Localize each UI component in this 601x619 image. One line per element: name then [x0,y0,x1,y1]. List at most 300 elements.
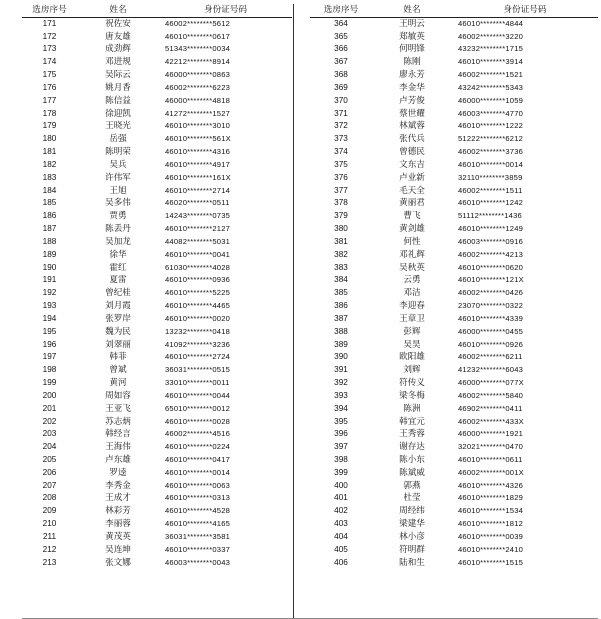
table-row [22,480,292,493]
table-row [22,505,292,518]
table-row [22,339,292,352]
id-cell: 46000********1921 [458,429,524,439]
name-cell: 祝佐安 [105,18,131,29]
name-cell: 吴连坤 [105,544,131,555]
id-cell: 46010********0617 [165,31,231,41]
id-cell: 46002********4213 [458,249,524,259]
id-cell: 46010********0014 [165,467,231,477]
table-row [22,557,292,570]
seq-cell: 211 [42,531,57,541]
allocation-sheet [22,4,598,619]
table-row [310,492,598,505]
table-row [310,505,598,518]
seq-cell: 194 [42,313,57,323]
seq-cell: 386 [334,301,348,311]
table-row [310,480,598,493]
table-row [22,172,292,185]
id-cell: 46002********3220 [458,31,524,41]
seq-cell: 388 [334,326,348,336]
id-cell: 46010********2410 [458,544,524,554]
name-cell: 吴昊 [403,339,421,350]
name-cell: 曾德民 [399,147,425,158]
seq-cell: 180 [42,134,57,144]
table-row [310,133,598,146]
seq-cell: 202 [42,416,57,426]
table-row [22,108,292,121]
seq-cell: 188 [42,236,57,246]
id-cell: 46010********1222 [458,121,524,131]
table-row [22,249,292,262]
right-table-body [310,17,598,569]
name-cell: 徐迎凯 [105,108,131,119]
seq-cell: 364 [334,18,348,28]
header-row [310,4,598,17]
seq-cell: 187 [42,224,57,234]
id-cell: 46010********1534 [458,506,524,516]
id-cell: 43242********5343 [458,82,524,92]
table-row [22,377,292,390]
name-cell: 成劲辉 [105,44,131,55]
table-row [22,326,292,339]
name-cell: 郑敏英 [399,31,425,42]
table-row [310,518,598,531]
seq-cell: 400 [334,480,348,490]
name-cell: 王亚飞 [105,403,131,414]
table-row [310,185,598,198]
id-cell: 46010********0014 [458,159,524,169]
name-cell: 吴多伟 [105,198,131,209]
seq-cell: 381 [334,236,348,246]
table-row [310,197,598,210]
name-cell: 曹飞 [403,211,421,222]
name-cell: 王海伟 [105,442,131,453]
table-row [22,69,292,82]
seq-cell: 204 [42,442,57,452]
seq-cell: 399 [334,467,348,477]
table-row [310,274,598,287]
id-cell: 46010********4917 [165,159,231,169]
seq-cell: 171 [42,18,57,28]
id-cell: 46003********0043 [165,557,231,567]
seq-cell: 185 [42,198,57,208]
seq-cell: 181 [42,147,57,157]
table-row [22,120,292,133]
seq-cell: 196 [42,339,57,349]
name-cell: 王秀蓉 [399,429,425,440]
id-cell: 36031********0515 [165,365,231,375]
id-cell: 46010********1515 [458,557,524,567]
name-cell: 廖永芳 [399,70,425,81]
seq-cell: 207 [42,480,57,490]
name-cell: 周如容 [105,390,131,401]
name-cell: 吴兵 [109,159,127,170]
seq-cell: 173 [42,44,57,54]
id-cell: 46010********4316 [165,147,231,157]
table-row [22,364,292,377]
id-cell: 46002********433X [458,416,524,426]
table-row [22,210,292,223]
table-row [310,339,598,352]
seq-cell: 189 [42,249,57,259]
seq-cell: 213 [42,557,57,567]
id-cell: 46010********0313 [165,493,231,503]
header-row [22,4,292,17]
name-cell: 谢存达 [399,442,425,453]
id-cell: 46010********0936 [165,275,231,285]
name-cell: 苏志炳 [105,416,131,427]
id-cell: 46010********2127 [165,224,231,234]
id-cell: 46010********0611 [458,454,523,464]
seq-cell: 210 [42,519,57,529]
id-cell: 46010********4844 [458,18,524,28]
header-id: 身份证号码 [159,4,292,17]
seq-cell: 377 [334,185,348,195]
name-cell: 徐华 [109,249,127,260]
name-cell: 唐友雄 [105,31,131,42]
seq-cell: 201 [42,403,57,413]
id-cell: 46010********0926 [458,339,524,349]
name-cell: 刘翠丽 [105,339,131,350]
name-cell: 彭辉 [403,326,421,337]
table-row [310,95,598,108]
id-cell: 46002********0426 [458,288,524,298]
seq-cell: 366 [334,44,348,54]
name-cell: 林小彦 [399,531,425,542]
id-cell: 46010********561X [165,134,231,144]
id-cell: 43232********1715 [458,44,524,54]
id-cell: 46002********001X [458,467,524,477]
table-row [310,146,598,159]
table-row [310,262,598,275]
table-row [22,159,292,172]
name-cell: 黄剑雄 [399,224,425,235]
seq-cell: 404 [334,531,348,541]
name-cell: 郭燕 [403,480,421,491]
seq-cell: 368 [334,70,348,80]
name-cell: 岳强 [109,134,127,145]
table-row [22,544,292,557]
seq-cell: 178 [42,108,57,118]
id-cell: 46010********4465 [165,301,231,311]
id-cell: 41092********3236 [165,339,231,349]
id-cell: 46010********0224 [165,442,231,452]
table-row [310,441,598,454]
id-cell: 65010********0012 [165,403,231,413]
table-row [22,492,292,505]
id-cell: 46010********4528 [165,506,231,516]
name-cell: 卢业新 [399,172,425,183]
id-cell: 46002********4516 [165,429,231,439]
seq-cell: 205 [42,454,57,464]
name-cell: 邓礼辉 [399,249,425,260]
table-row [22,403,292,416]
seq-cell: 369 [334,82,348,92]
name-cell: 许伟军 [105,172,131,183]
seq-cell: 177 [42,95,57,105]
name-cell: 陈斌威 [399,467,425,478]
name-cell: 何性 [403,236,421,247]
name-cell: 陈刚 [403,57,421,68]
table-row [22,82,292,95]
table-row [22,313,292,326]
table-row [22,274,292,287]
id-cell: 23070********0322 [458,301,524,311]
seq-cell: 396 [334,429,348,439]
name-cell: 符明群 [399,544,425,555]
name-cell: 张代兵 [399,134,425,145]
header-seq: 选房序号 [22,4,77,17]
name-cell: 吴秋英 [399,262,425,273]
seq-cell: 191 [42,275,57,285]
name-cell: 邓洁 [403,288,421,299]
name-cell: 刘辉 [403,365,421,376]
table-row [310,236,598,249]
name-cell: 夏雷 [109,275,127,286]
id-cell: 46003********0916 [458,236,524,246]
seq-cell: 370 [334,95,348,105]
seq-cell: 384 [334,275,348,285]
id-cell: 46010********5225 [165,288,231,298]
table-row [22,43,292,56]
table-row [22,454,292,467]
name-cell: 陈明荣 [105,147,131,158]
id-cell: 46010********4339 [458,313,524,323]
id-cell: 46003********4770 [458,108,524,118]
name-cell: 陆和生 [399,557,425,568]
id-cell: 46010********0041 [165,249,231,259]
table-row [22,185,292,198]
seq-cell: 182 [42,159,57,169]
name-cell: 陈丢丹 [105,224,131,235]
name-cell: 李丽蓉 [105,519,131,530]
seq-cell: 176 [42,82,57,92]
seq-cell: 199 [42,378,57,388]
name-cell: 卢芳俊 [399,95,425,106]
id-cell: 46010********1829 [458,493,524,503]
table-row [22,17,292,30]
seq-cell: 382 [334,249,348,259]
name-cell: 曾纪桂 [105,288,131,299]
table-row [22,56,292,69]
id-cell: 46002********6211 [458,352,523,362]
seq-cell: 375 [334,159,348,169]
name-cell: 韩宜元 [399,416,425,427]
column-divider [293,4,294,619]
id-cell: 36031********3581 [165,531,231,541]
table-row [22,428,292,441]
id-cell: 46020********0511 [165,198,230,208]
table-row [22,223,292,236]
name-cell: 吴加龙 [105,236,131,247]
id-cell: 44082********5031 [165,236,231,246]
id-cell: 42212********8914 [165,57,231,67]
id-cell: 46010********121X [458,275,524,285]
seq-cell: 395 [334,416,348,426]
id-cell: 33010********0011 [165,378,230,388]
seq-cell: 175 [42,70,57,80]
id-cell: 46010********0337 [165,544,231,554]
seq-cell: 193 [42,301,57,311]
name-cell: 梁建华 [399,519,425,530]
table-row [310,326,598,339]
table-row [310,377,598,390]
seq-cell: 379 [334,211,348,221]
name-cell: 黄河 [109,378,127,389]
seq-cell: 372 [334,121,348,131]
id-cell: 46010********4165 [165,519,231,529]
name-cell: 符传义 [399,378,425,389]
name-cell: 云勇 [403,275,421,286]
table-row [310,43,598,56]
table-row [310,249,598,262]
name-cell: 杜莹 [403,493,421,504]
id-cell: 46010********0028 [165,416,231,426]
seq-cell: 390 [334,352,348,362]
id-cell: 32021********0470 [458,442,524,452]
table-row [310,172,598,185]
id-cell: 32110********3859 [458,172,523,182]
id-cell: 13232********0418 [165,326,231,336]
id-cell: 46010********1812 [458,519,524,529]
seq-cell: 374 [334,147,348,157]
table-row [310,531,598,544]
seq-cell: 402 [334,506,348,516]
id-cell: 46010********0417 [165,454,231,464]
name-cell: 蔡世耀 [399,108,425,119]
id-cell: 46010********1249 [458,224,524,234]
seq-cell: 184 [42,185,57,195]
name-cell: 吴际云 [105,70,131,81]
table-row [22,467,292,480]
name-cell: 霍红 [109,262,127,273]
header-seq: 选房序号 [310,4,372,17]
name-cell: 周经纬 [399,506,425,517]
id-cell: 41232********6043 [458,365,524,375]
name-cell: 欧阳雄 [399,352,425,363]
seq-cell: 197 [42,352,57,362]
seq-cell: 208 [42,493,57,503]
seq-cell: 192 [42,288,57,298]
seq-cell: 397 [334,442,348,452]
id-cell: 46010********0063 [165,480,231,490]
table-row [22,197,292,210]
table-row [22,146,292,159]
table-row [22,287,292,300]
table-row [310,287,598,300]
seq-cell: 212 [42,544,57,554]
seq-cell: 383 [334,262,348,272]
seq-cell: 174 [42,57,57,67]
name-cell: 李金华 [399,82,425,93]
id-cell: 46010********3010 [165,121,231,131]
name-cell: 邓进规 [105,57,131,68]
name-cell: 韩菲 [109,352,127,363]
seq-cell: 367 [334,57,348,67]
table-row [22,95,292,108]
name-cell: 姚月香 [105,82,131,93]
table-row [22,236,292,249]
seq-cell: 401 [334,493,348,503]
seq-cell: 203 [42,429,57,439]
id-cell: 46010********2714 [165,185,231,195]
id-cell: 46002********6223 [165,82,231,92]
name-cell: 曾斌 [109,365,127,376]
table-row [310,223,598,236]
name-cell: 韩经言 [105,429,131,440]
id-cell: 41272********1527 [165,108,231,118]
seq-cell: 209 [42,506,57,516]
seq-cell: 365 [334,31,348,41]
header-id: 身份证号码 [452,4,598,17]
seq-cell: 385 [334,288,348,298]
seq-cell: 206 [42,467,57,477]
table-row [22,300,292,313]
id-cell: 46000********0863 [165,70,231,80]
seq-cell: 376 [334,172,348,182]
id-cell: 61030********4028 [165,262,231,272]
table-row [310,159,598,172]
seq-cell: 405 [334,544,348,554]
table-row [310,31,598,44]
seq-cell: 373 [334,134,348,144]
name-cell: 刘月霞 [105,301,131,312]
name-cell: 王旭 [109,185,127,196]
name-cell: 毛天全 [399,185,425,196]
name-cell: 何明锋 [399,44,425,55]
table-row [310,544,598,557]
table-row [22,518,292,531]
id-cell: 51112********1436 [458,211,522,221]
name-cell: 文东吉 [399,159,425,170]
table-row [22,390,292,403]
id-cell: 14243********0735 [165,211,231,221]
name-cell: 王明云 [399,18,425,29]
name-cell: 贾勇 [109,211,127,222]
name-cell: 梁冬梅 [399,390,425,401]
seq-cell: 393 [334,390,348,400]
table-row [22,531,292,544]
table-row [22,351,292,364]
table-row [22,416,292,429]
name-cell: 张文娜 [105,557,131,568]
right-table [310,4,598,569]
table-row [310,69,598,82]
seq-cell: 195 [42,326,57,336]
seq-cell: 391 [334,365,348,375]
id-cell: 46000********0455 [458,326,524,336]
seq-cell: 389 [334,339,348,349]
name-cell: 王章卫 [399,313,425,324]
table-row [310,557,598,570]
name-cell: 陈信益 [105,95,131,106]
table-row [310,467,598,480]
name-cell: 李秀金 [105,480,131,491]
seq-cell: 183 [42,172,57,182]
table-row [310,390,598,403]
name-cell: 王晓光 [105,121,131,132]
table-row [310,416,598,429]
name-cell: 李迎春 [399,301,425,312]
table-row [310,17,598,30]
id-cell: 46010********0044 [165,390,231,400]
table-row [310,120,598,133]
id-cell: 51222********6212 [458,134,524,144]
id-cell: 46010********3914 [458,57,524,67]
seq-cell: 387 [334,313,348,323]
table-row [22,133,292,146]
seq-cell: 190 [42,262,57,272]
id-cell: 46010********2724 [165,352,231,362]
